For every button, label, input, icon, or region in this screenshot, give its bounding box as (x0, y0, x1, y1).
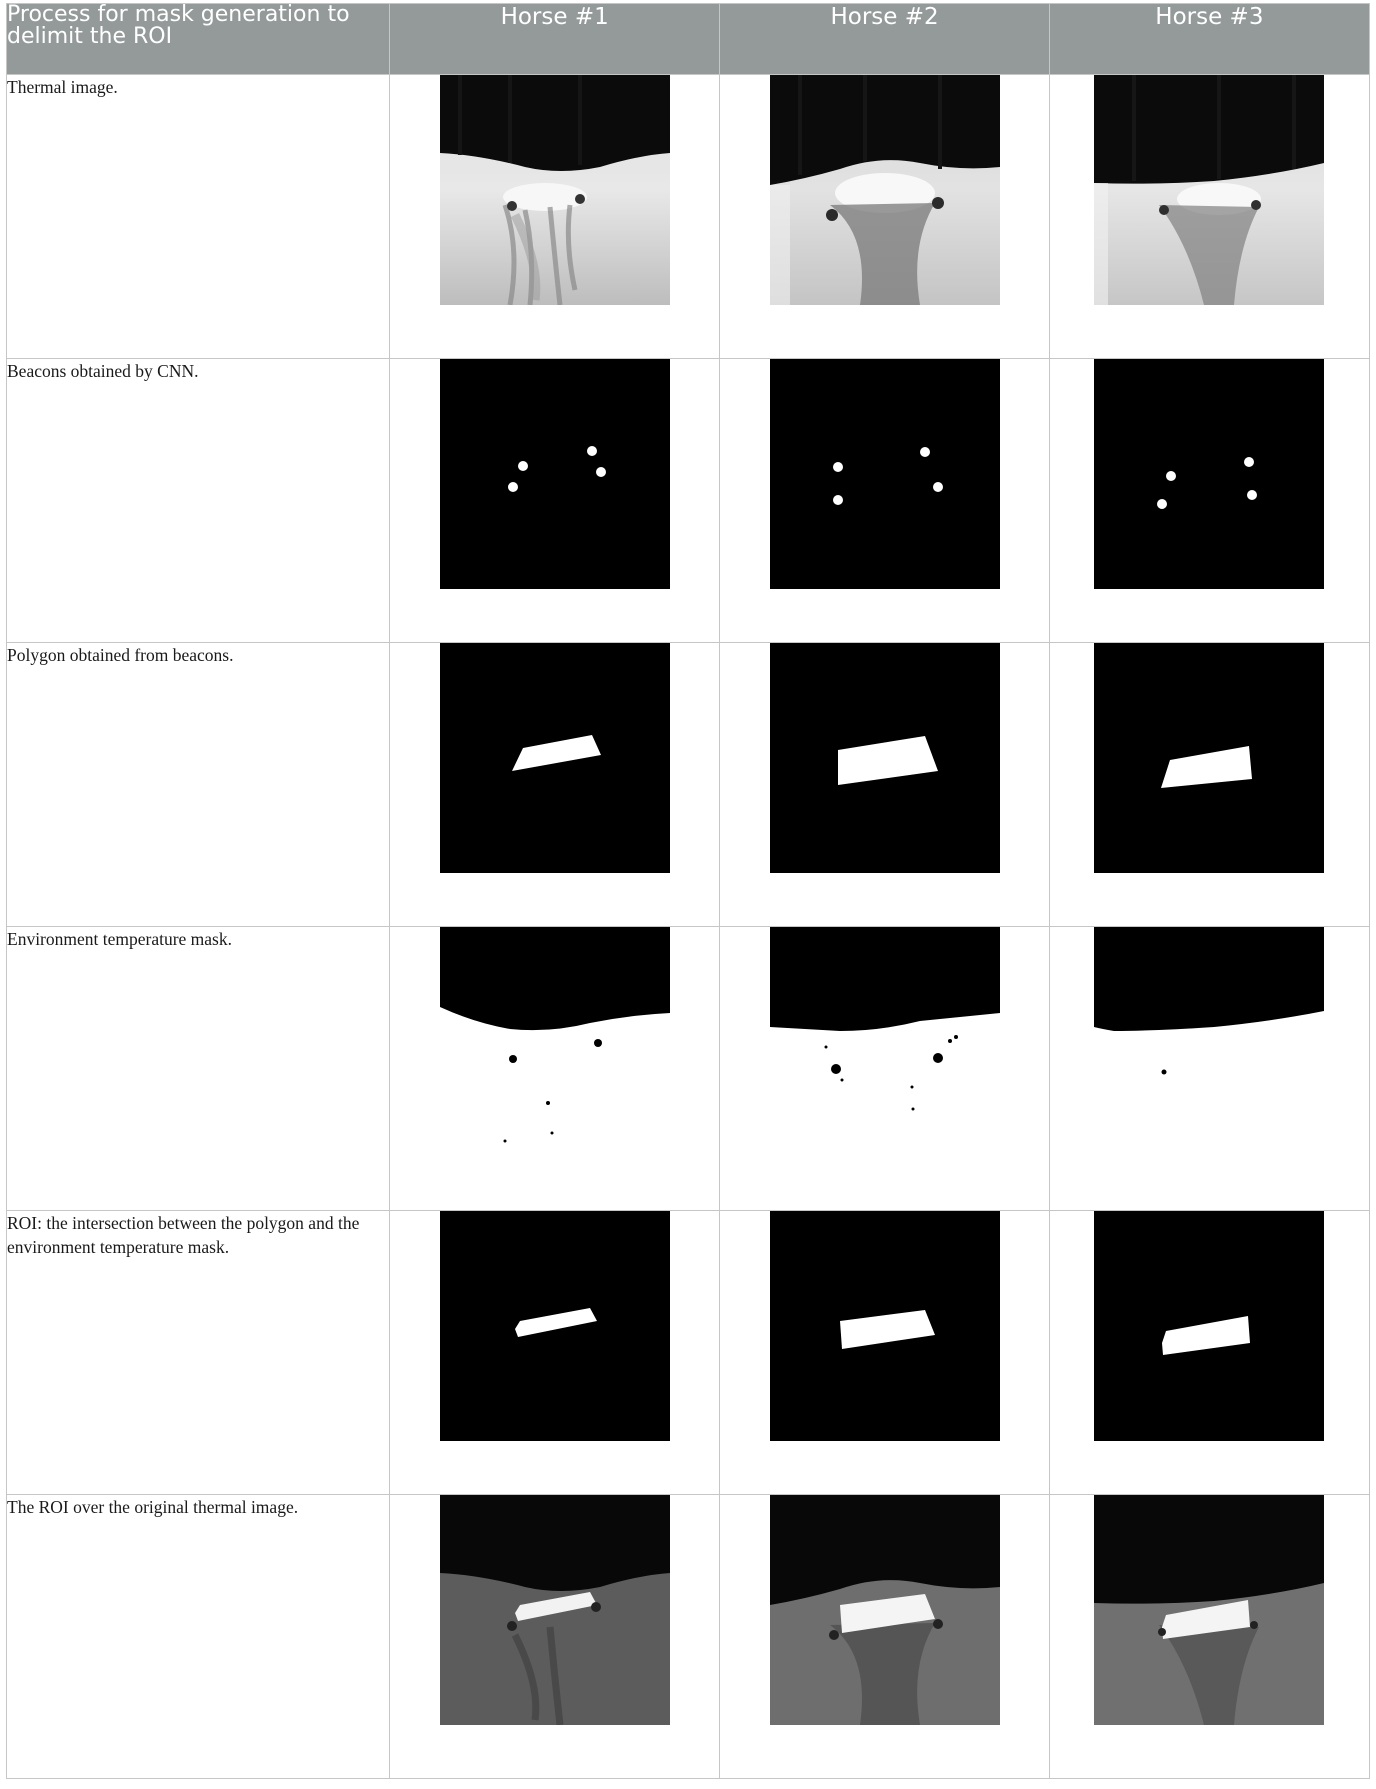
cell-overlay-horse-2 (720, 1495, 1049, 1779)
cell-roi-horse-2 (720, 1211, 1049, 1495)
row-label-beacons: Beacons obtained by CNN. (7, 359, 390, 643)
roi-image-horse-1 (440, 1211, 670, 1441)
envmask-image-horse-3 (1094, 927, 1324, 1157)
table-row-polygon (7, 643, 1370, 927)
table-row-envmask (7, 927, 1370, 1211)
mask-generation-table (6, 3, 1370, 1779)
table-row-beacons (7, 359, 1370, 643)
process-header: Process for mask generation to delimit the ROI (7, 4, 390, 75)
beacons-image-horse-2 (770, 359, 1000, 589)
row-label-envmask: Environment temperature mask. (7, 927, 390, 1211)
roi-image-horse-2 (770, 1211, 1000, 1441)
cell-envmask-horse-3 (1049, 927, 1369, 1211)
envmask-image-horse-2 (770, 927, 1000, 1157)
table-row-overlay (7, 1495, 1370, 1779)
cell-polygon-horse-2 (720, 643, 1049, 927)
cell-roi-horse-3 (1049, 1211, 1369, 1495)
envmask-image-horse-1 (440, 927, 670, 1157)
row-label-roi: ROI: the intersection between the polygon and the environment temperature mask. (7, 1211, 390, 1495)
row-label-polygon: Polygon obtained from beacons. (7, 643, 390, 927)
cell-envmask-horse-2 (720, 927, 1049, 1211)
cell-beacons-horse-1 (389, 359, 719, 643)
cell-beacons-horse-3 (1049, 359, 1369, 643)
cell-polygon-horse-3 (1049, 643, 1369, 927)
table-row-thermal (7, 75, 1370, 359)
header-row (7, 4, 1370, 75)
cell-overlay-horse-3 (1049, 1495, 1369, 1779)
overlay-image-horse-1 (440, 1495, 670, 1725)
row-label-thermal: Thermal image. (7, 75, 390, 359)
cell-thermal-horse-3 (1049, 75, 1369, 359)
horse-3-header: Horse #3 (1049, 4, 1369, 75)
cell-thermal-horse-2 (720, 75, 1049, 359)
cell-envmask-horse-1 (389, 927, 719, 1211)
thermal-image-horse-1 (440, 75, 670, 305)
horse-2-header: Horse #2 (720, 4, 1049, 75)
polygon-image-horse-2 (770, 643, 1000, 873)
thermal-image-horse-2 (770, 75, 1000, 305)
beacons-image-horse-3 (1094, 359, 1324, 589)
cell-beacons-horse-2 (720, 359, 1049, 643)
overlay-image-horse-3 (1094, 1495, 1324, 1725)
horse-1-header: Horse #1 (389, 4, 719, 75)
cell-polygon-horse-1 (389, 643, 719, 927)
table-row-roi (7, 1211, 1370, 1495)
row-label-overlay: The ROI over the original thermal image. (7, 1495, 390, 1779)
cell-roi-horse-1 (389, 1211, 719, 1495)
thermal-image-horse-3 (1094, 75, 1324, 305)
overlay-image-horse-2 (770, 1495, 1000, 1725)
cell-overlay-horse-1 (389, 1495, 719, 1779)
beacons-image-horse-1 (440, 359, 670, 589)
roi-image-horse-3 (1094, 1211, 1324, 1441)
polygon-image-horse-1 (440, 643, 670, 873)
cell-thermal-horse-1 (389, 75, 719, 359)
polygon-image-horse-3 (1094, 643, 1324, 873)
